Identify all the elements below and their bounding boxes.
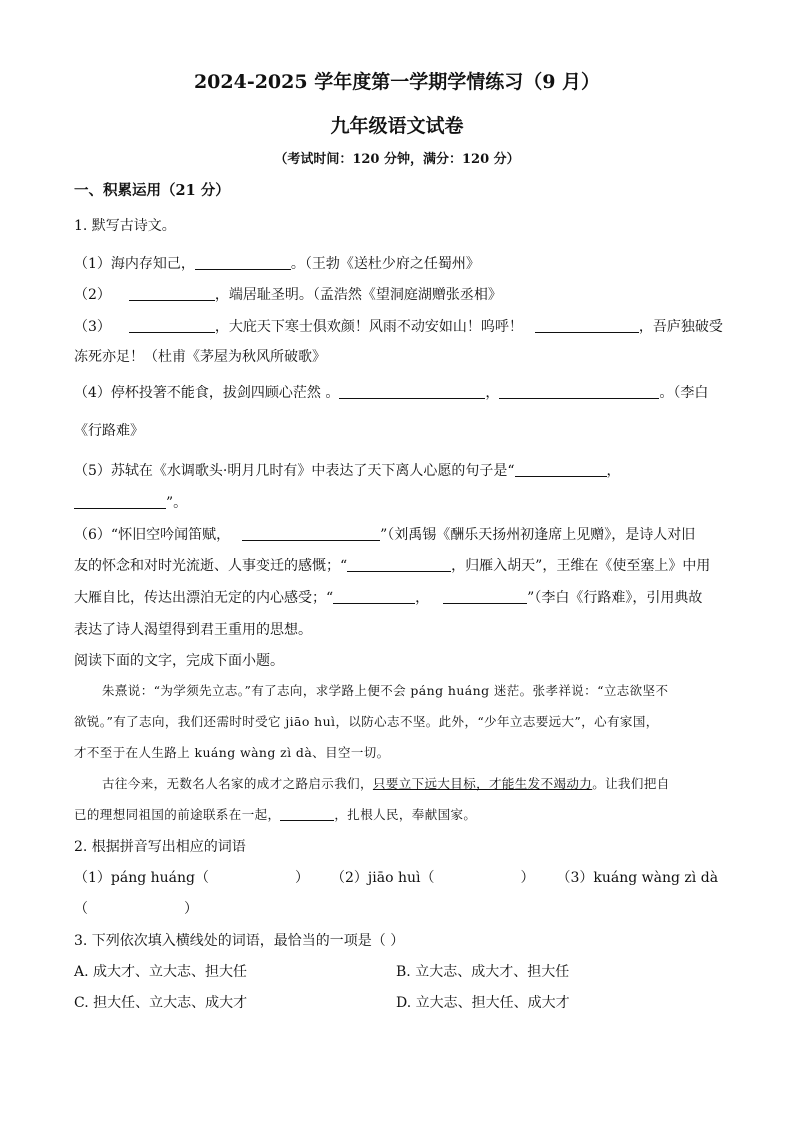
passage-line bbox=[74, 768, 720, 799]
answer-blank[interactable] bbox=[443, 589, 527, 604]
answer-blank[interactable] bbox=[129, 286, 215, 301]
answer-blank[interactable] bbox=[347, 557, 451, 572]
q1-item-1-source: 。（王勃《送杜少府之任蜀州》 bbox=[290, 256, 480, 272]
q2-item-2: （2）jiāo huì（ bbox=[331, 870, 435, 886]
exam-subtitle: 九年级语文试卷 bbox=[330, 115, 464, 137]
passage-text: ，扎根人民，奉献国家。 bbox=[334, 807, 477, 822]
q1-item-3 bbox=[74, 318, 723, 336]
q1-item-6-line2a: 友的怀念和对时光流逝、人事变迁的感慨；“ bbox=[74, 558, 348, 574]
q1-item-4-text: （4）停杯投箸不能食，拔剑四顾心茫然 。 bbox=[74, 385, 340, 401]
answer-blank[interactable] bbox=[515, 462, 607, 477]
q1-item-6-text: （6）“怀旧空吟闻笛赋， bbox=[74, 527, 231, 543]
passage-line: 欲锐。”有了志向，我们还需时时受它 jiāo huì，以防心志不坚。此外，“少年立志要远大”，心有家国， bbox=[74, 714, 659, 729]
answer-blank[interactable] bbox=[242, 526, 380, 541]
passage-line: 朱熹说：“为学须先立志。”有了志向，求学路上便不会 páng huáng 迷茫。张孝祥说：“立志欲坚不 bbox=[102, 683, 669, 698]
passage-text: 已的理想同祖国的前途联系在一起， bbox=[74, 807, 281, 822]
q1-item-6-line2 bbox=[74, 557, 710, 575]
answer-blank[interactable] bbox=[333, 589, 415, 604]
passage-line: 才不至于在人生路上 kuáng wàng zì dà、目空一切。 bbox=[74, 745, 390, 760]
q1-item-5-text: （5）苏轼在《水调歌头·明月几时有》中表达了天下离人心愿的句子是“ bbox=[74, 463, 515, 479]
q1-item-3-text-end: ，吾庐独破受 bbox=[638, 319, 723, 335]
q1-item-6-line3 bbox=[74, 589, 702, 607]
passage-line bbox=[74, 799, 720, 830]
q1-item-5-sep: ， bbox=[606, 463, 621, 479]
q2-item-3-open: （ bbox=[74, 901, 88, 917]
q1-item-2-text: ，端居耻圣明。（孟浩然《望洞庭湖赠张丞相》 bbox=[214, 287, 502, 303]
reading-passage bbox=[74, 675, 720, 830]
q1-item-6-line2b: ，归雁入胡天”，王维在《使至塞上》中用 bbox=[451, 558, 711, 574]
q1-item-6-line3sep: ， bbox=[415, 590, 430, 606]
option-c[interactable]: C. 担大任、立大志、成大才 bbox=[74, 995, 248, 1011]
q1-item-4-sep: ， bbox=[485, 385, 500, 401]
answer-blank[interactable] bbox=[339, 384, 485, 399]
q3-stem: 3. 下列依次填入横线处的词语，最恰当的一项是（ ） bbox=[74, 933, 405, 949]
q1-item-2-label: （2） bbox=[74, 287, 111, 303]
section-heading: 一、积累运用（21 分） bbox=[74, 182, 230, 199]
q1-item-1-text: （1）海内存知己， bbox=[74, 256, 195, 272]
q1-item-6-line3b: ”（李白《行路难》，引用典故 bbox=[527, 590, 703, 606]
q2-items bbox=[74, 869, 718, 887]
q2-item-3-close: ） bbox=[184, 901, 198, 917]
answer-blank[interactable] bbox=[195, 255, 291, 270]
q1-item-5 bbox=[74, 462, 621, 480]
option-b[interactable]: B. 立大志、成大才、担大任 bbox=[396, 964, 570, 980]
q1-item-3-text: ，大庇天下寒士俱欢颜！风雨不动安如山！呜呼！ bbox=[214, 319, 523, 335]
q1-item-1 bbox=[74, 255, 480, 273]
q1-item-4-cont: 《行路难》 bbox=[74, 423, 144, 439]
q1-item-2 bbox=[74, 286, 502, 304]
q1-item-4-source: 。（李白 bbox=[659, 385, 709, 401]
q1-item-6-line4: 表达了诗人渴望得到君王重用的思想。 bbox=[74, 622, 312, 638]
q1-item-6-text-b: ”（刘禹锡《酬乐天扬州初逢席上见赠》，是诗人对旧 bbox=[380, 527, 696, 543]
answer-blank[interactable] bbox=[499, 384, 659, 399]
q1-item-6-line3a: 大雁自比，传达出漂泊无定的内心感受；“ bbox=[74, 590, 334, 606]
q2-item-3: （3）kuáng wàng zì dà bbox=[556, 870, 719, 886]
answer-blank[interactable] bbox=[129, 318, 215, 333]
exam-info: （考试时间：120 分钟，满分：120 分） bbox=[274, 152, 520, 167]
q2-item-2-close: ） bbox=[520, 870, 535, 886]
q1-item-5-end: ”。 bbox=[166, 495, 188, 511]
q1-item-3-cont: 冻死亦足！（杜甫《茅屋为秋风所破歌》 bbox=[74, 349, 326, 365]
q2-item-1-close: ） bbox=[295, 870, 310, 886]
q2-item-3-answer bbox=[74, 900, 198, 918]
reading-intro: 阅读下面的文字，完成下面小题。 bbox=[74, 653, 284, 669]
passage-text: 。让我们把自 bbox=[592, 776, 670, 791]
q1-item-6 bbox=[74, 526, 695, 544]
q1-item-5-cont bbox=[74, 494, 187, 512]
answer-blank[interactable] bbox=[74, 494, 166, 509]
q2-item-1: （1）páng huáng（ bbox=[74, 870, 210, 886]
option-d[interactable]: D. 立大志、担大任、成大才 bbox=[396, 995, 570, 1011]
q1-stem: 1. 默写古诗文。 bbox=[74, 218, 176, 234]
exam-title: 2024-2025 学年度第一学期学情练习（9 月） bbox=[193, 71, 601, 93]
answer-blank[interactable] bbox=[280, 808, 334, 821]
q2-stem: 2. 根据拼音写出相应的词语 bbox=[74, 839, 246, 855]
underlined-sentence: 只要立下远大目标，才能生发不竭动力 bbox=[372, 776, 593, 791]
q1-item-4 bbox=[74, 384, 708, 402]
q1-item-3-label: （3） bbox=[74, 319, 111, 335]
passage-text: 古往今来，无数名人名家的成才之路启示我们， bbox=[102, 776, 373, 791]
answer-blank[interactable] bbox=[535, 318, 639, 333]
option-a[interactable]: A. 成大才、立大志、担大任 bbox=[74, 964, 248, 980]
